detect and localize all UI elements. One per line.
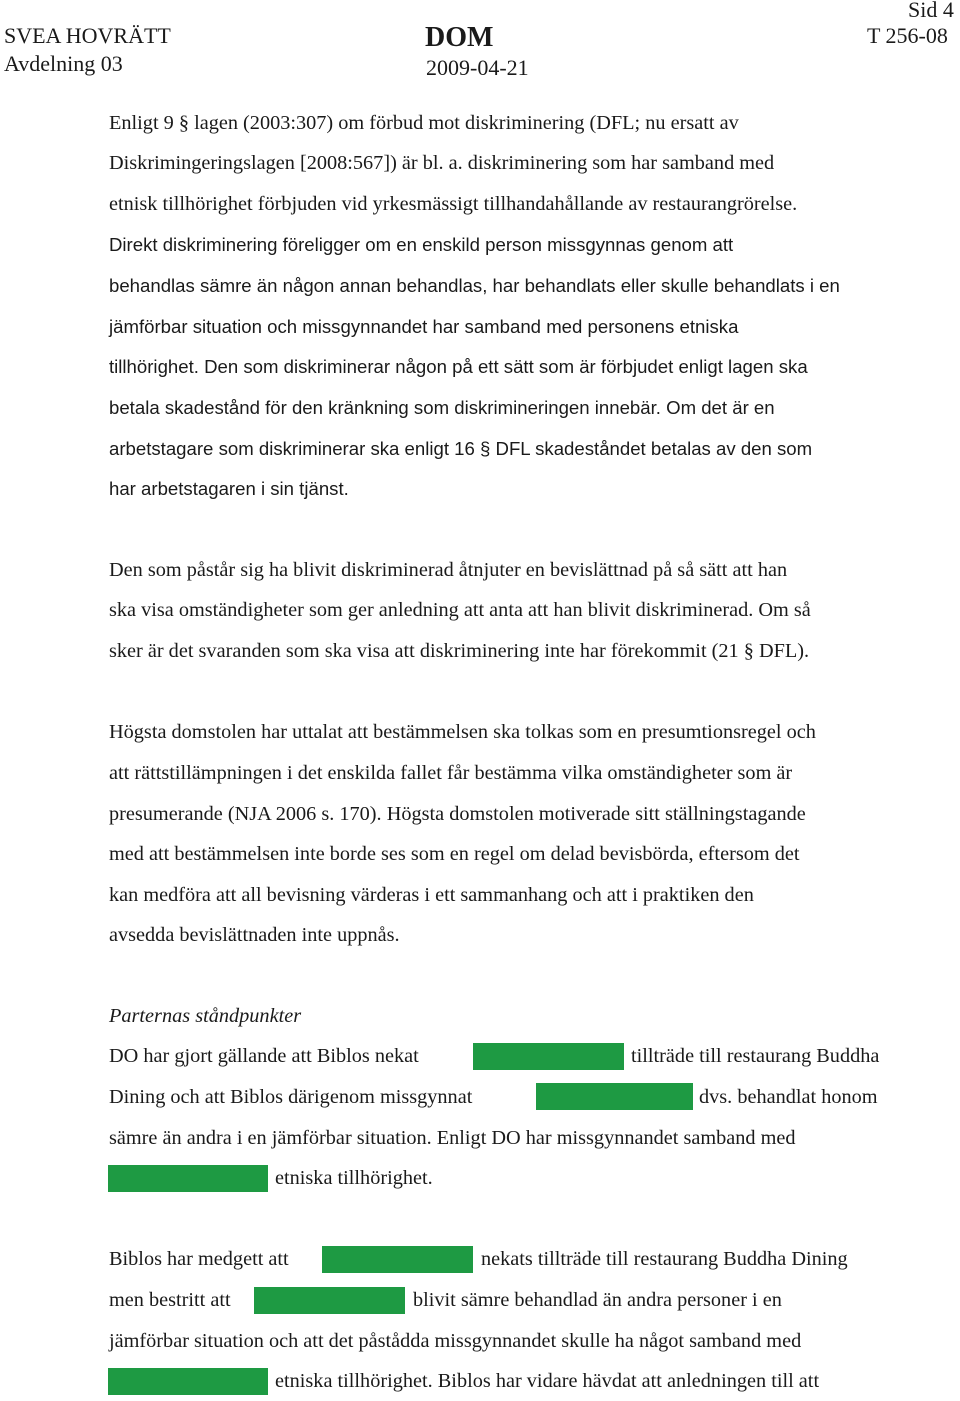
redaction-block	[473, 1043, 624, 1070]
text-line: Dining och att Biblos därigenom missgynnat	[109, 1086, 473, 1108]
redaction-block	[108, 1368, 268, 1395]
text-line: har arbetstagaren i sin tjänst.	[109, 478, 349, 499]
court-name: SVEA HOVRÄTT	[4, 23, 171, 48]
text-line: presumerande (NJA 2006 s. 170). Högsta domstolen motiverade sitt ställningstagande	[109, 803, 806, 825]
text-line: Biblos har medgett att	[109, 1248, 289, 1270]
text-line: sker är det svaranden som ska visa att diskriminering inte har förekommit (21 § DFL).	[109, 640, 810, 662]
section-heading: Parternas ståndpunkter	[109, 1005, 302, 1027]
text-line: betala skadestånd för den kränkning som diskrimineringen innebär. Om det är en	[109, 397, 775, 418]
text-line: tillhörighet. Den som diskriminerar någon på ett sätt som är förbjudet enligt lagen ska	[109, 356, 808, 377]
redaction-block	[254, 1287, 405, 1314]
text-line: behandlas sämre än någon annan behandlas, har behandlats eller skulle behandlats i en	[109, 275, 840, 296]
text-line: jämförbar situation och att det påstådda missgynnandet skulle ha något samband med	[109, 1330, 802, 1352]
text-line: kan medföra att all bevisning värderas i ett sammanhang och att i praktiken den	[109, 884, 754, 906]
case-number: T 256-08	[867, 23, 948, 48]
text-line: med att bestämmelsen inte borde ses som en regel om delad bevisbörda, eftersom det	[109, 843, 800, 865]
text-line: Direkt diskriminering föreligger om en enskild person missgynnas genom att	[109, 234, 734, 255]
document-type: DOM	[425, 22, 494, 53]
text-line: blivit sämre behandlad än andra personer i en	[413, 1289, 782, 1311]
text-line: avsedda bevislättnaden inte uppnås.	[109, 924, 400, 946]
text-line: Diskrimingeringslagen [2008:567]) är bl. a. diskriminering som har samband med	[109, 152, 775, 174]
text-line: DO har gjort gällande att Biblos nekat	[109, 1045, 419, 1067]
text-line: etniska tillhörighet.	[275, 1167, 433, 1189]
department: Avdelning 03	[4, 51, 123, 76]
text-line: Högsta domstolen har uttalat att bestämmelsen ska tolkas som en presumtionsregel och	[109, 721, 816, 743]
text-line: att rättstillämpningen i det enskilda fallet får bestämma vilka omständigheter som är	[109, 762, 793, 784]
text-line: etnisk tillhörighet förbjuden vid yrkesmässigt tillhandahållande av restaurangrörelse.	[109, 193, 798, 215]
text-line: sämre än andra i en jämförbar situation. Enligt DO har missgynnandet samband med	[109, 1127, 796, 1149]
redaction-block	[536, 1083, 693, 1110]
text-line: dvs. behandlat honom	[699, 1086, 878, 1108]
text-line: arbetstagare som diskriminerar ska enligt 16 § DFL skadeståndet betalas av den som	[109, 438, 813, 459]
redaction-block	[322, 1246, 473, 1273]
text-line: ska visa omständigheter som ger anledning att anta att han blivit diskriminerad. Om så	[109, 599, 811, 621]
text-line: jämförbar situation och missgynnandet har samband med personens etniska	[109, 316, 739, 337]
page-number: Sid 4	[908, 0, 954, 22]
text-line: tillträde till restaurang Buddha	[631, 1045, 880, 1067]
text-line: Den som påstår sig ha blivit diskriminerad åtnjuter en bevislättnad på så sätt att han	[109, 559, 788, 581]
text-line: Enligt 9 § lagen (2003:307) om förbud mot diskriminering (DFL; nu ersatt av	[109, 112, 739, 134]
text-line: etniska tillhörighet. Biblos har vidare hävdat att anledningen till att	[275, 1370, 820, 1392]
text-line: men bestritt att	[109, 1289, 231, 1311]
text-line: nekats tillträde till restaurang Buddha Dining	[481, 1248, 848, 1270]
redaction-block	[108, 1165, 268, 1192]
document-date: 2009-04-21	[426, 55, 529, 80]
